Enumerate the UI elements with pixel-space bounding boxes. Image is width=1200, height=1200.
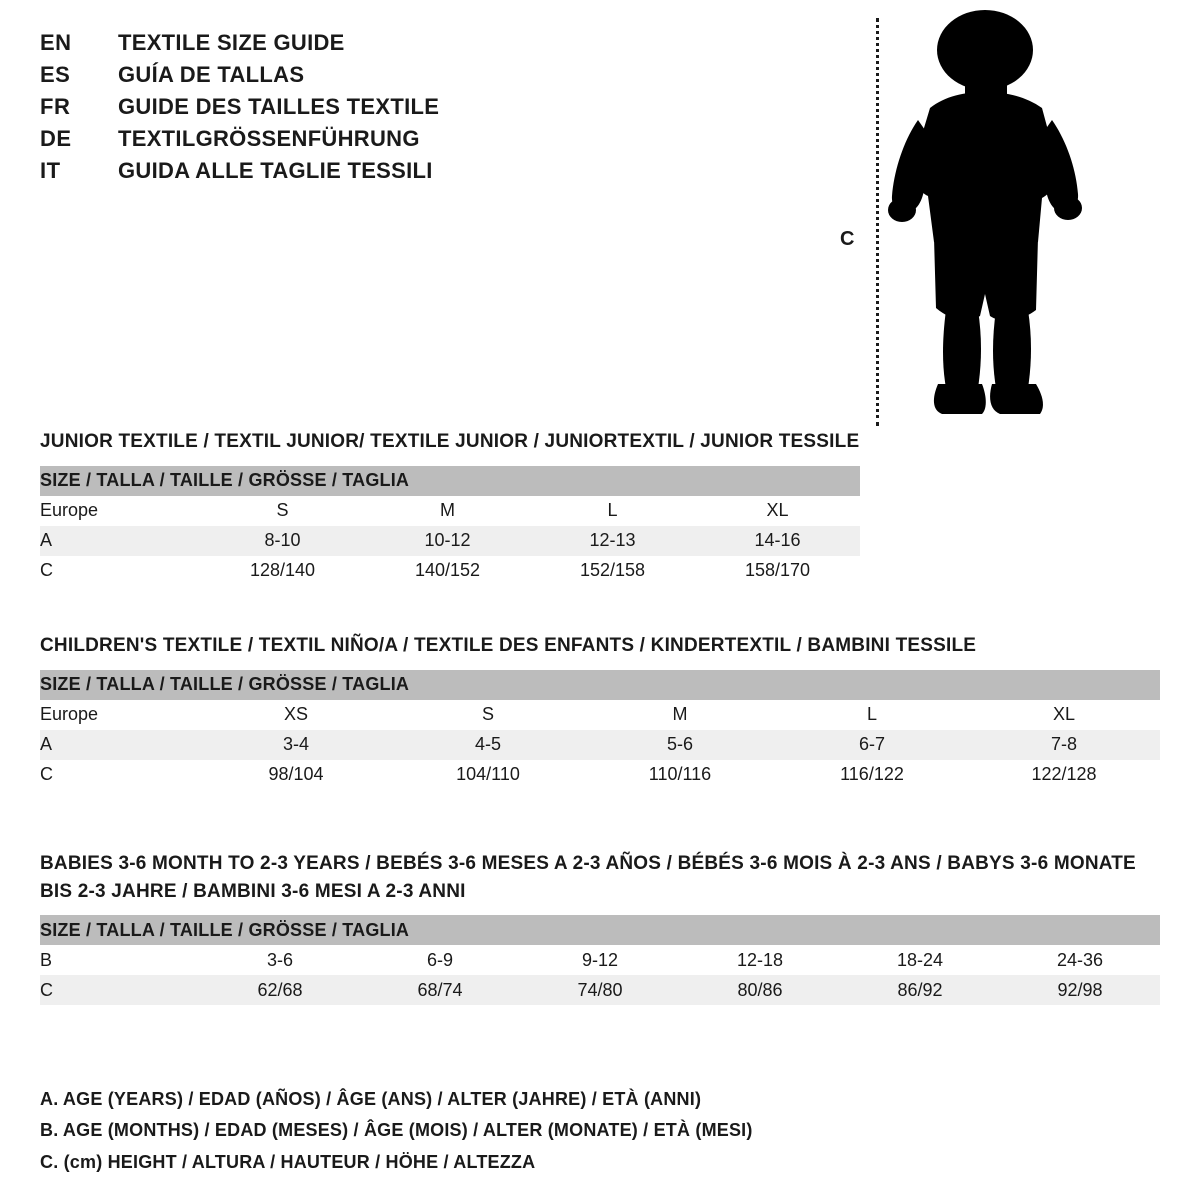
cell-value: 98/104 — [200, 760, 392, 790]
table-header-row — [40, 915, 1160, 945]
language-row — [40, 62, 600, 90]
language-row — [40, 158, 600, 186]
row-label: C — [40, 760, 200, 790]
table-row — [40, 975, 1160, 1005]
cell-value: 80/86 — [680, 975, 840, 1005]
table-row — [40, 556, 860, 586]
section-title: CHILDREN'S TEXTILE / TEXTIL NIÑO/A / TEXTILE DES ENFANTS / KINDERTEXTIL / BAMBINI TESSILE — [40, 635, 977, 656]
cell-value: 104/110 — [392, 760, 584, 790]
table-row — [40, 496, 860, 526]
cell-value: 158/170 — [695, 556, 860, 586]
cell-value: 68/74 — [360, 975, 520, 1005]
language-title: GUIDA ALLE TAGLIE TESSILI — [118, 158, 433, 183]
section-babies-textile — [40, 850, 1160, 1005]
cell-value: L — [530, 496, 695, 526]
language-row — [40, 30, 600, 58]
row-label: A — [40, 526, 200, 556]
table-header-row — [40, 670, 1160, 700]
cell-value: 92/98 — [1000, 975, 1160, 1005]
child-silhouette-icon — [870, 10, 1100, 425]
cell-value: 12-13 — [530, 526, 695, 556]
cell-value: 9-12 — [520, 945, 680, 975]
cell-value: 8-10 — [200, 526, 365, 556]
cell-value: 152/158 — [530, 556, 695, 586]
table-row — [40, 526, 860, 556]
cell-value: 6-7 — [776, 730, 968, 760]
row-label: C — [40, 975, 200, 1005]
row-label: C — [40, 556, 200, 586]
section-junior-textile — [40, 428, 1160, 586]
cell-value: XL — [695, 496, 860, 526]
cell-value: 116/122 — [776, 760, 968, 790]
table-row — [40, 760, 1160, 790]
legend-block — [40, 1084, 1140, 1179]
cell-value: 122/128 — [968, 760, 1160, 790]
size-table-junior — [40, 466, 860, 586]
cell-value: 110/116 — [584, 760, 776, 790]
title-block — [40, 30, 600, 190]
cell-value: 7-8 — [968, 730, 1160, 760]
size-table-babies — [40, 915, 1160, 1005]
table-header-label: SIZE / TALLA / TAILLE / GRÖSSE / TAGLIA — [40, 466, 860, 496]
language-code: ES — [40, 62, 71, 87]
language-code: EN — [40, 30, 72, 55]
cell-value: 62/68 — [200, 975, 360, 1005]
cell-value: L — [776, 700, 968, 730]
size-table-children — [40, 670, 1160, 790]
table-row — [40, 730, 1160, 760]
language-title: GUIDE DES TAILLES TEXTILE — [118, 94, 440, 119]
table-header-row — [40, 466, 860, 496]
cell-value: 140/152 — [365, 556, 530, 586]
cell-value: 5-6 — [584, 730, 776, 760]
row-label: Europe — [40, 700, 200, 730]
cell-value: S — [392, 700, 584, 730]
cell-value: 3-6 — [200, 945, 360, 975]
cell-value: 14-16 — [695, 526, 860, 556]
legend-line-b: B. AGE (MONTHS) / EDAD (MESES) / ÂGE (MOIS) / ALTER (MONATE) / ETÀ (MESI) — [40, 1120, 753, 1140]
language-title: TEXTILGRÖSSENFÜHRUNG — [118, 126, 420, 151]
cell-value: 10-12 — [365, 526, 530, 556]
table-row — [40, 945, 1160, 975]
language-code: FR — [40, 94, 71, 119]
legend-line-c: C. (cm) HEIGHT / ALTURA / HAUTEUR / HÖHE / ALTEZZA — [40, 1151, 536, 1172]
cell-value: 24-36 — [1000, 945, 1160, 975]
cell-value: M — [584, 700, 776, 730]
cell-value: S — [200, 496, 365, 526]
height-measure-label: C — [840, 228, 855, 250]
cell-value: XL — [968, 700, 1160, 730]
row-label: A — [40, 730, 200, 760]
cell-value: 74/80 — [520, 975, 680, 1005]
row-label: Europe — [40, 496, 200, 526]
language-title: TEXTILE SIZE GUIDE — [118, 30, 345, 55]
cell-value: 86/92 — [840, 975, 1000, 1005]
section-title: JUNIOR TEXTILE / TEXTIL JUNIOR/ TEXTILE JUNIOR / JUNIORTEXTIL / JUNIOR TESSILE — [40, 431, 860, 452]
language-row — [40, 94, 600, 122]
cell-value: 128/140 — [200, 556, 365, 586]
table-header-label: SIZE / TALLA / TAILLE / GRÖSSE / TAGLIA — [40, 915, 1160, 945]
row-label: B — [40, 945, 200, 975]
language-row — [40, 126, 600, 154]
cell-value: 3-4 — [200, 730, 392, 760]
cell-value: M — [365, 496, 530, 526]
language-code: IT — [40, 158, 61, 183]
measurement-figure — [840, 10, 1140, 430]
legend-line-a: A. AGE (YEARS) / EDAD (AÑOS) / ÂGE (ANS) / ALTER (JAHRE) / ETÀ (ANNI) — [40, 1088, 702, 1109]
table-row — [40, 700, 1160, 730]
language-title: GUÍA DE TALLAS — [118, 62, 305, 87]
table-header-label: SIZE / TALLA / TAILLE / GRÖSSE / TAGLIA — [40, 670, 1160, 700]
language-code: DE — [40, 126, 72, 151]
cell-value: 18-24 — [840, 945, 1000, 975]
cell-value: XS — [200, 700, 392, 730]
section-childrens-textile — [40, 632, 1160, 790]
section-title: BABIES 3-6 MONTH TO 2-3 YEARS / BEBÉS 3-6 MESES A 2-3 AÑOS / BÉBÉS 3-6 MOIS À 2-3 ANS / BABYS 3-6 MONATE BIS 2-3 JAHRE / BAMBINI 3-6 MESI A 2-3 ANNI — [40, 853, 1136, 902]
cell-value: 12-18 — [680, 945, 840, 975]
cell-value: 4-5 — [392, 730, 584, 760]
cell-value: 6-9 — [360, 945, 520, 975]
